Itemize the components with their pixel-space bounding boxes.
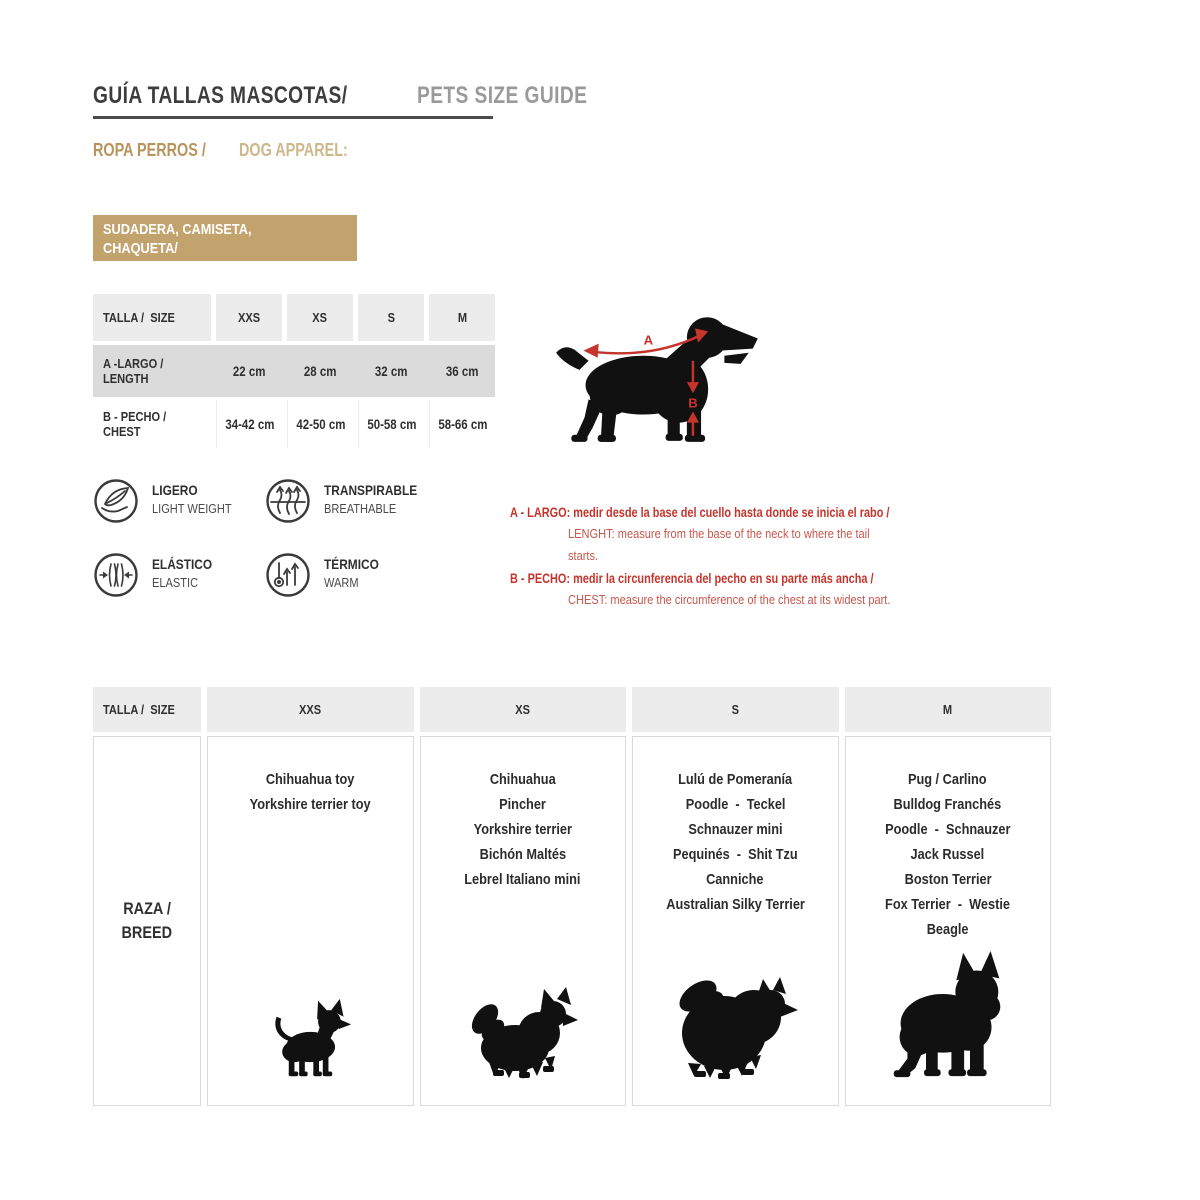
length-xs: 28 cm — [303, 363, 337, 379]
feature-en-label: BREATHABLE — [324, 501, 397, 516]
breed-list-m: Pug / Carlino Bulldog Franchés Poodle - Schnauzer Jack Russel Boston Terrier Fox Terrier - Westie Beagle — [885, 771, 1011, 938]
row-length-label: A -LARGO / LENGTH — [103, 356, 167, 386]
feature-breathable-text — [324, 478, 434, 517]
feature-es-label: LIGERO — [152, 482, 198, 498]
chihuahua-silhouette-icon — [263, 996, 358, 1081]
breed-list-xxs: Chihuahua toy Yorkshire terrier toy — [249, 771, 371, 813]
thermometer-icon — [265, 552, 311, 598]
note-length-en: LENGHT: measure from the base of the neck to where the tail starts. — [568, 526, 873, 563]
feature-warm — [265, 552, 545, 598]
length-xxs: 22 cm — [232, 363, 266, 379]
note-pecho-es: B - PECHO: medir la circunferencia del pecho en su parte más ancha / — [510, 570, 874, 586]
note-chest-en: CHEST: measure the circumference of the chest at its widest part. — [568, 592, 891, 607]
size-table-row-length — [93, 345, 495, 397]
row-chest-label: B - PECHO / CHEST — [103, 409, 170, 439]
size-table-header-s: S — [358, 294, 424, 341]
size-table-header-m: M — [429, 294, 495, 341]
category-label-en: SWEATSHIRT, T-SHIRT, JACKET — [103, 259, 276, 274]
page-title-en: PETS SIZE GUIDE — [417, 82, 588, 109]
breed-table-header-s: S — [632, 687, 839, 732]
chest-xxs: 34-42 cm — [216, 400, 282, 448]
page-title-es: GUÍA TALLAS MASCOTAS/ — [93, 82, 348, 109]
size-table-header-xxs: XXS — [216, 294, 282, 341]
size-table-header-label: TALLA / SIZE — [93, 294, 211, 341]
breed-table-header-xxs: XXS — [207, 687, 414, 732]
breed-cell-xxs — [207, 736, 414, 1106]
breed-cell-s — [632, 736, 839, 1106]
measurement-diagram — [550, 300, 768, 450]
breathable-airflow-icon — [265, 478, 311, 524]
note-largo-es: A - LARGO: medir desde la base del cuello hasta donde se inicia el rabo / — [510, 504, 890, 520]
feature-es-label: ELÁSTICO — [152, 556, 213, 572]
longhair-chihuahua-silhouette-icon — [463, 986, 583, 1081]
french-bulldog-silhouette-icon — [882, 949, 1014, 1081]
feature-lightweight-text — [152, 478, 246, 517]
feature-es-label: TÉRMICO — [324, 556, 379, 572]
breed-table-header-row — [93, 687, 1051, 732]
feature-es-label: TRANSPIRABLE — [324, 482, 418, 498]
chest-s: 50-58 cm — [358, 400, 424, 448]
length-m: 36 cm — [445, 363, 479, 379]
measuring-instructions — [510, 501, 960, 611]
size-table-header-row — [93, 294, 495, 341]
size-table-header-xs: XS — [287, 294, 353, 341]
arrow-a-label: A — [643, 332, 654, 348]
feather-hand-icon — [93, 478, 139, 524]
feature-elastic-text — [152, 552, 223, 591]
page-title — [93, 82, 630, 110]
feature-en-label: LIGHT WEIGHT — [152, 501, 232, 516]
feature-elastic — [93, 552, 265, 598]
feature-en-label: ELASTIC — [152, 575, 199, 590]
breed-table-header-m: M — [845, 687, 1052, 732]
breed-table-header-xs: XS — [420, 687, 627, 732]
labrador-silhouette-icon — [550, 300, 768, 450]
chest-m: 58-66 cm — [429, 400, 495, 448]
breed-table-body-row — [93, 736, 1051, 1106]
arrow-b-label: B — [688, 395, 698, 411]
breed-size-table — [93, 687, 1051, 1106]
section-subtitle — [93, 140, 375, 161]
breed-cell-m — [845, 736, 1052, 1106]
feature-en-label: WARM — [324, 575, 359, 590]
feature-lightweight — [93, 478, 265, 524]
chest-xs: 42-50 cm — [287, 400, 353, 448]
fabric-features — [93, 478, 545, 598]
elastic-stretch-icon — [93, 552, 139, 598]
feature-breathable — [265, 478, 545, 524]
garment-category-box — [93, 215, 357, 274]
subtitle-en: DOG APPAREL: — [239, 140, 348, 160]
title-underline — [93, 116, 493, 119]
breed-cell-xs — [420, 736, 627, 1106]
length-s: 32 cm — [374, 363, 408, 379]
breed-row-label: RAZA / BREED — [93, 736, 201, 1106]
breed-list-xs: Chihuahua Pincher Yorkshire terrier Bichón Maltés Lebrel Italiano mini — [464, 771, 581, 888]
subtitle-es: ROPA PERROS / — [93, 140, 206, 160]
feature-warm-text — [324, 552, 389, 591]
category-label-es: SUDADERA, CAMISETA, CHAQUETA/ — [103, 221, 256, 257]
pomeranian-silhouette-icon — [668, 971, 803, 1081]
size-table-row-chest — [93, 400, 495, 448]
breed-list-s: Lulú de Pomeranía Poodle - Teckel Schnauzer mini Pequinés - Shit Tzu Canniche Australian Silky Terrier — [665, 771, 805, 913]
size-measurement-table — [93, 294, 495, 448]
breed-table-header-label: TALLA / SIZE — [93, 687, 201, 732]
